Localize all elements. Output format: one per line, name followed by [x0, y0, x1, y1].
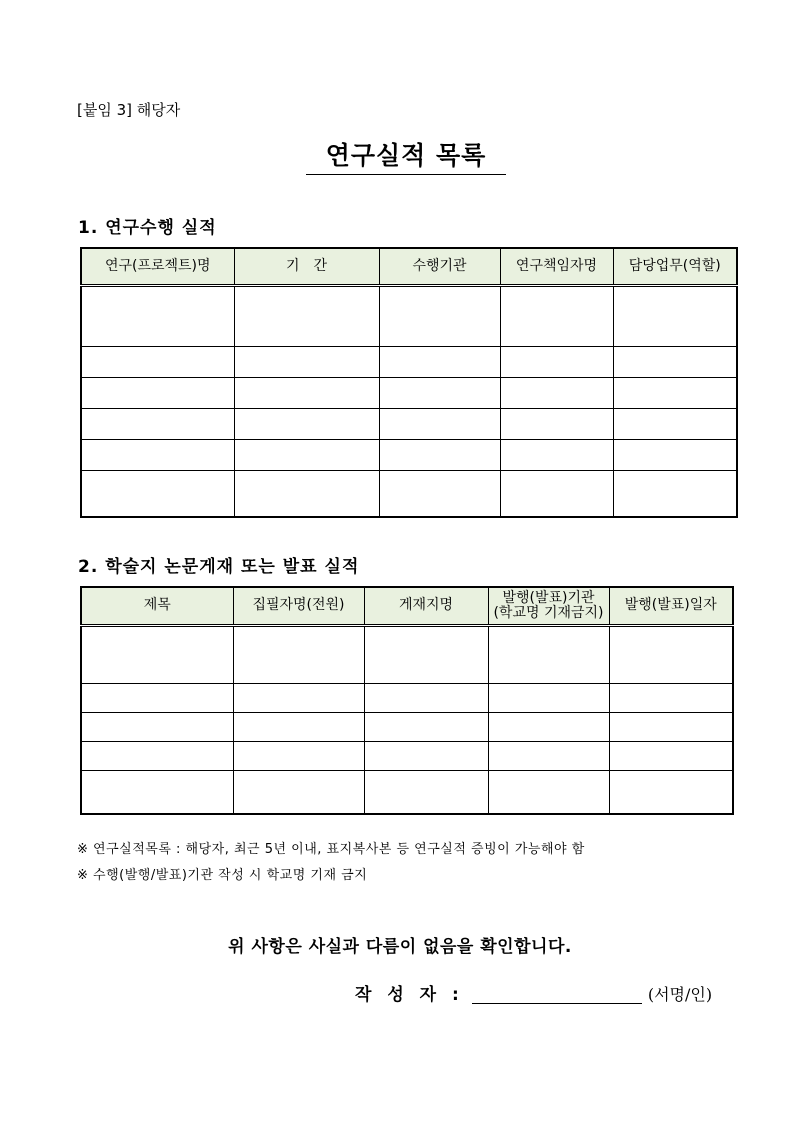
table-header-row — [81, 587, 733, 625]
table-row — [81, 440, 737, 471]
research-performance-table — [80, 247, 738, 518]
table-cell[interactable] — [81, 683, 233, 712]
table-cell[interactable] — [234, 471, 379, 517]
col-header-institution: 수행기관 — [379, 248, 500, 285]
table-cell[interactable] — [379, 347, 500, 378]
attachment-label: [붙임 3] 해당자 — [77, 101, 181, 119]
table-cell[interactable] — [364, 712, 488, 741]
table-cell[interactable] — [234, 378, 379, 409]
table-row — [81, 741, 733, 770]
table-cell[interactable] — [234, 440, 379, 471]
table-cell[interactable] — [81, 712, 233, 741]
col-header-title: 제목 — [81, 587, 233, 625]
table-cell[interactable] — [81, 378, 234, 409]
table-cell[interactable] — [609, 770, 733, 814]
note-research-list: ※ 연구실적목록 : 해당자, 최근 5년 이내, 표지복사본 등 연구실적 증빙이 가능해야 함 — [77, 842, 585, 857]
table-cell[interactable] — [81, 770, 233, 814]
col-header-journal: 게재지명 — [364, 587, 488, 625]
table-row — [81, 683, 733, 712]
table-cell[interactable] — [81, 440, 234, 471]
table-cell[interactable] — [609, 625, 733, 683]
table-cell[interactable] — [233, 683, 364, 712]
section2-heading: 2. 학술지 논문게재 또는 발표 실적 — [78, 557, 360, 577]
col-header-project-name: 연구(프로젝트)명 — [81, 248, 234, 285]
table-row — [81, 378, 737, 409]
table-cell[interactable] — [81, 471, 234, 517]
table-cell[interactable] — [234, 409, 379, 440]
table-cell[interactable] — [613, 440, 737, 471]
note-school-name: ※ 수행(발행/발표)기관 작성 시 학교명 기재 금지 — [77, 868, 368, 883]
table-cell[interactable] — [488, 712, 609, 741]
table-cell[interactable] — [364, 741, 488, 770]
table-cell[interactable] — [234, 285, 379, 347]
table-row — [81, 625, 733, 683]
signature-line[interactable] — [472, 985, 642, 1004]
table-cell[interactable] — [500, 409, 613, 440]
table-header-row — [81, 248, 737, 285]
table-cell[interactable] — [500, 347, 613, 378]
table-cell[interactable] — [81, 285, 234, 347]
col-header-publisher — [488, 587, 609, 625]
signer-label: 작 성 자 : — [355, 985, 464, 1005]
table-cell[interactable] — [234, 347, 379, 378]
table-cell[interactable] — [379, 378, 500, 409]
table-cell[interactable] — [379, 440, 500, 471]
table-cell[interactable] — [364, 683, 488, 712]
table-cell[interactable] — [609, 741, 733, 770]
table-cell[interactable] — [609, 683, 733, 712]
table-row — [81, 770, 733, 814]
table-cell[interactable] — [500, 440, 613, 471]
table-cell[interactable] — [609, 712, 733, 741]
confirmation-statement: 위 사항은 사실과 다름이 없음을 확인합니다. — [228, 937, 572, 957]
table-cell[interactable] — [379, 409, 500, 440]
table-cell[interactable] — [379, 285, 500, 347]
table-cell[interactable] — [500, 378, 613, 409]
table-cell[interactable] — [613, 378, 737, 409]
table-cell[interactable] — [488, 741, 609, 770]
signature-suffix: (서명/인) — [647, 985, 713, 1004]
signer-row — [355, 980, 712, 1005]
table-cell[interactable] — [488, 625, 609, 683]
table-row — [81, 285, 737, 347]
col-header-role: 담당업무(역할) — [613, 248, 737, 285]
table-cell[interactable] — [233, 741, 364, 770]
col-header-authors: 집필자명(전원) — [233, 587, 364, 625]
table-cell[interactable] — [500, 285, 613, 347]
table-cell[interactable] — [233, 770, 364, 814]
table-row — [81, 471, 737, 517]
table-cell[interactable] — [379, 471, 500, 517]
table-cell[interactable] — [500, 471, 613, 517]
table-cell[interactable] — [364, 625, 488, 683]
table-cell[interactable] — [233, 712, 364, 741]
table-row — [81, 347, 737, 378]
table-cell[interactable] — [613, 471, 737, 517]
table-cell[interactable] — [613, 409, 737, 440]
publisher-header-line1: 발행(발표)기관 — [502, 589, 595, 606]
table-cell[interactable] — [488, 770, 609, 814]
table-cell[interactable] — [81, 409, 234, 440]
table-row — [81, 409, 737, 440]
table-cell[interactable] — [81, 625, 233, 683]
table-row — [81, 712, 733, 741]
col-header-principal-investigator: 연구책임자명 — [500, 248, 613, 285]
col-header-publish-date: 발행(발표)일자 — [609, 587, 733, 625]
section1-heading: 1. 연구수행 실적 — [78, 218, 217, 238]
publication-table — [80, 586, 734, 815]
table-cell[interactable] — [81, 347, 234, 378]
table-cell[interactable] — [364, 770, 488, 814]
table-cell[interactable] — [613, 285, 737, 347]
document-title: 연구실적 목록 — [306, 136, 506, 175]
table-cell[interactable] — [81, 741, 233, 770]
table-cell[interactable] — [488, 683, 609, 712]
table-cell[interactable] — [233, 625, 364, 683]
publisher-header-line2: (학교명 기재금지) — [493, 604, 604, 621]
col-header-period: 기 간 — [234, 248, 379, 285]
table-cell[interactable] — [613, 347, 737, 378]
